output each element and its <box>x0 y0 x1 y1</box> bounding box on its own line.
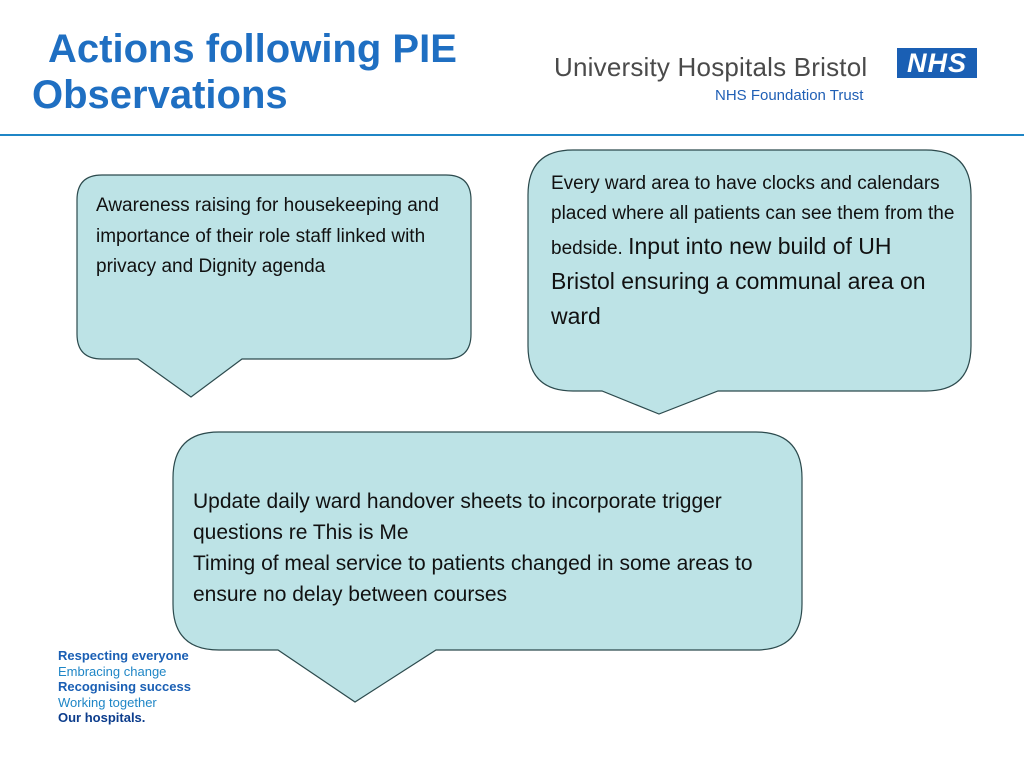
value-our-hospitals: Our hospitals. <box>58 710 146 725</box>
value-working: Working together <box>58 694 157 710</box>
bubble-right-text-large: Input into new build of UH Bristol ensuring a communal area on ward <box>551 233 926 329</box>
bubble-bottom-text <box>193 486 793 610</box>
org-subtitle: NHS Foundation Trust <box>715 87 864 104</box>
bubble-bottom-line-2: Timing of meal service to patients changed in some areas to ensure no delay between courses <box>193 552 753 606</box>
org-name: University Hospitals Bristol <box>554 52 868 82</box>
slide-title-line-2: Observations <box>32 73 288 117</box>
value-recognising: Recognising success <box>58 679 191 694</box>
bubble-left-text: Awareness raising for housekeeping and importance of their role staff linked with privacy and Dignity agenda <box>96 195 439 277</box>
value-embracing: Embracing change <box>58 663 167 679</box>
nhs-logo-badge: NHS <box>897 48 977 78</box>
slide-title-line-1: Actions following PIE <box>48 27 457 71</box>
bubble-bottom-line-1: Update daily ward handover sheets to incorporate trigger questions re This is Me <box>193 490 722 544</box>
bubble-right-text-small: Every ward area to have clocks and calendars placed where all patients can see them from the bedside. <box>551 173 955 259</box>
bubble-right-text <box>551 169 961 334</box>
value-respecting: Respecting everyone <box>58 648 189 663</box>
trust-values <box>58 648 191 726</box>
